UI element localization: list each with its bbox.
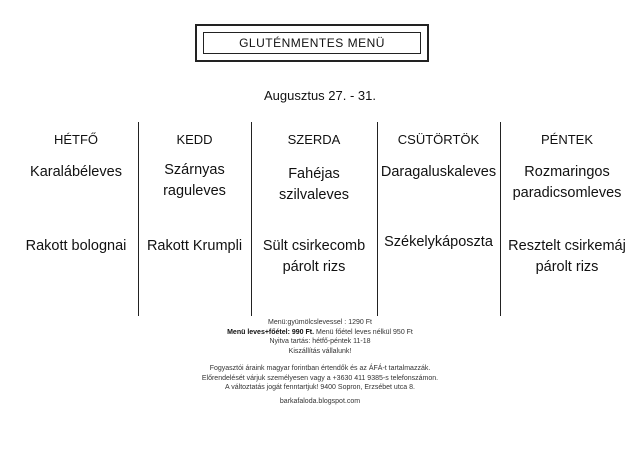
- main-line: Rakott Krumpli: [146, 238, 243, 254]
- main-dish: [138, 236, 251, 257]
- main-line: párolt rizs: [282, 259, 346, 275]
- price-line: [0, 328, 640, 338]
- date-range: Augusztus 27. - 31.: [263, 88, 376, 103]
- soup-line: Rozmaringos: [524, 164, 610, 180]
- soup-line: Szárnyas: [164, 162, 225, 178]
- opening-hours: Nyitva tartás: hétfő-péntek 11-18: [269, 338, 371, 345]
- soup-line: paradicsomleves: [512, 185, 622, 201]
- day-column-monday: [14, 120, 138, 316]
- soup-dish: [377, 162, 500, 183]
- price-main-bold: Menü leves+főétel: 990 Ft.: [227, 328, 315, 336]
- day-column-tuesday: [138, 120, 251, 316]
- menu-title-frame: [195, 24, 429, 62]
- menu-title: GLUTÉNMENTES MENÜ: [239, 36, 385, 50]
- soup-line: Karalábéleves: [30, 164, 122, 180]
- day-name: CSÜTÖRTÖK: [397, 132, 480, 147]
- main-dish: [377, 232, 500, 253]
- spacer: [0, 356, 640, 364]
- soup-dish: [500, 162, 634, 204]
- soup-dish: [14, 162, 138, 183]
- order-note: Előrendelését várjuk személyesen vagy a +3630 411 9385-s telefonszámon.: [201, 374, 439, 382]
- change-note: A változtatás jogát fenntartjuk! 9400 Sopron, Erzsébet utca 8.: [225, 384, 415, 391]
- main-line: Rakott bolognai: [25, 238, 127, 254]
- soup-dish: [251, 164, 377, 206]
- main-line: párolt rizs: [535, 259, 599, 275]
- main-line: Sült csirkecomb: [262, 238, 366, 254]
- delivery-note: Kiszállítás vállalunk!: [288, 347, 352, 355]
- soup-line: szilvaleves: [278, 187, 350, 203]
- main-dish: [14, 236, 138, 257]
- soup-line: Daragaluskaleves: [380, 164, 497, 180]
- vat-note: Fogyasztói áraink magyar forintban értendők és az ÁFÁ-t tartalmazzák.: [209, 365, 431, 372]
- soup-line: raguleves: [163, 183, 226, 199]
- menu-footer: [0, 318, 640, 406]
- day-column-wednesday: [251, 120, 377, 316]
- soup-dish: [138, 160, 251, 202]
- price-main-rest: Menü főétel leves nélkül 950 Ft: [314, 328, 413, 336]
- main-dish: [500, 236, 634, 278]
- day-column-thursday: [377, 120, 500, 316]
- day-name: KEDD: [176, 132, 213, 147]
- main-line: Resztelt csirkemáj: [508, 238, 626, 254]
- day-name: PÉNTEK: [540, 132, 593, 147]
- price-fruit-soup: Menü:gyümölcslevessel : 1290 Ft: [268, 319, 372, 326]
- day-name: SZERDA: [287, 132, 341, 147]
- day-name: HÉTFŐ: [53, 132, 99, 147]
- website-link[interactable]: barkafaloda.blogspot.com: [279, 397, 361, 405]
- main-line: Székelykáposzta: [384, 234, 493, 250]
- main-dish: [251, 236, 377, 278]
- soup-line: Fahéjas: [288, 166, 340, 182]
- day-column-friday: [500, 120, 634, 316]
